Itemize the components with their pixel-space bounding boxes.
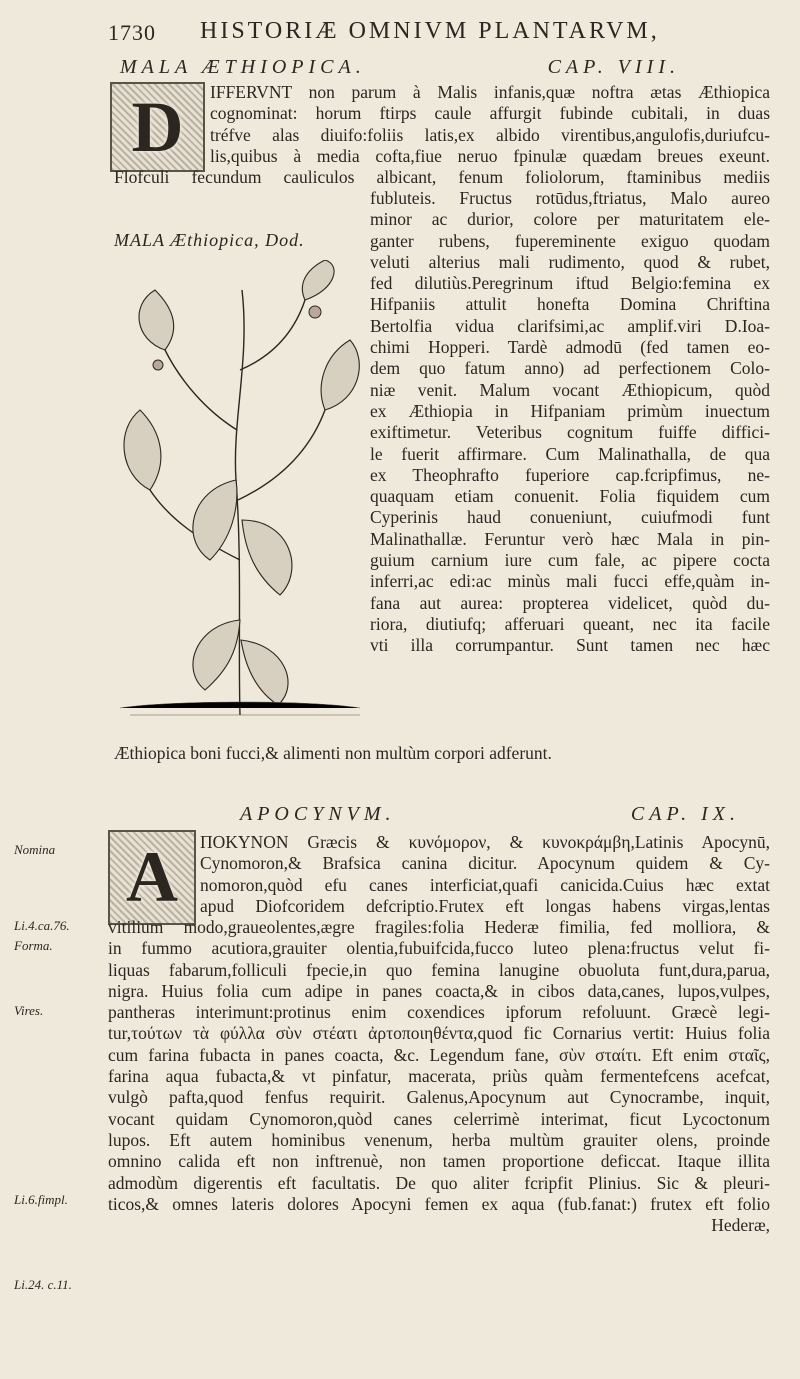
section-heading-mala-aethiopica <box>120 56 680 79</box>
text-line: farina aqua fubacta,& vt pinfatur, macerata, priùs quàm fermentefcens acefcat, <box>108 1066 770 1087</box>
paragraph-2-body <box>108 917 770 1236</box>
margin-note: Forma. <box>14 938 53 953</box>
text-line: nomoron,quòd efu canes interficiat,quafi canicida.Cuius hæc extat <box>200 874 770 895</box>
text-line: Hederæ, <box>711 1215 770 1236</box>
text-line: ticos,& omnes lateris dolores Apocyni femen ex aqua (fub.fanat:) frutex eft folio <box>108 1193 770 1214</box>
chapter-number: CAP. VIII. <box>547 56 680 78</box>
text-line: exiftimetur. Veteribus cognitum fuiffe diffici- <box>370 422 770 443</box>
section-title: MALA ÆTHIOPICA. <box>120 56 366 78</box>
text-line: lis,quibus à media cofta,fiue neruo fpinulæ quædam breues exeunt. <box>210 145 770 166</box>
text-line: quaquam etiam conuenit. Folia fiquidem cum <box>370 486 770 507</box>
text-line: Æthiopica boni fucci,& alimenti non multùm corpori adferunt. <box>114 743 552 763</box>
margin-note: Li.24. c.11. <box>14 1277 72 1292</box>
text-line: tréfve alas diuifo:foliis latis,ex albido virentibus,angulofis,duriufcu- <box>210 124 770 145</box>
page-number: 1730 <box>108 20 156 45</box>
text-line: Flofculi fecundum cauliculos albicant, fenum foliolorum, ftaminibus mediis <box>114 167 770 187</box>
text-line: Bertolfia vidua clarifsimi,ac amplif.viri D.Ioa- <box>370 315 770 336</box>
decorated-initial: A <box>108 830 196 925</box>
text-line: inferri,ac edi:ac minùs mali fucci effe,quàm in- <box>370 571 770 592</box>
text-line: in fummo acutiora,grauiter olentia,fubuifcida,fucco luteo plena:fructus velut fi- <box>108 938 770 959</box>
margin-note: Vires. <box>14 1003 44 1018</box>
paragraph-2-top <box>200 832 770 917</box>
text-line: liquas fabarum,folliculi fpecie,in quo femina lanugine obuoluta funt,dura,parua, <box>108 959 770 980</box>
margin-note: Li.4.ca.76. <box>14 918 70 933</box>
text-line: apud Diofcoridem defcriptio.Frutex eft longas habens virgas,lentas <box>200 895 770 916</box>
chapter-number: CAP. IX. <box>630 803 740 825</box>
text-line: vti illa corrumpantur. Sunt tamen nec hæc <box>370 635 770 656</box>
figure-caption: MALA Æthiopica, Dod. <box>114 230 305 250</box>
text-line: omnino calida eft non inftrenuè, non tamen proportione deficcat. Itaque illita <box>108 1151 770 1172</box>
section-title: APOCYNVM. <box>240 803 396 825</box>
text-line: ganter rubens, fupereminente exiguo quodam <box>370 230 770 251</box>
text-line: IFFERVNT non parum à Malis infanis,quæ noftra ætas Æthiopica <box>210 82 770 102</box>
text-line: riora, diutiufq; afferuari queant, nec ita facile <box>370 613 770 634</box>
text-line: vocant quidam Cynomoron,quòd canes celerrimè interimat, ficut Lycoctonum <box>108 1108 770 1129</box>
text-line: nigra. Huius folia cum adipe in panes coacta,& in cibos data,canes, lupos,vulpes, <box>108 980 770 1001</box>
text-line: chimi Hopperi. Tardè admodū (fed tamen eo- <box>370 337 770 358</box>
text-line: vitilium modo,graueolentes,ægre fragiles:folia Hederæ fimilia, fed molliora, & <box>108 917 770 937</box>
text-line: admodùm digerentis eft facultatis. De quo aliter fcripfit Plinius. Sic & pleuri- <box>108 1172 770 1193</box>
text-line: ex Æthiopia in Hifpaniam primùm inuectum <box>370 400 770 421</box>
text-line: fubluteis. Fructus rotūdus,ftriatus, Malo aureo <box>370 188 770 208</box>
paragraph-1-column <box>370 188 770 657</box>
text-line: le fuerit affirmare. Cum Malinathalla, de qua <box>370 443 770 464</box>
margin-note: Nomina <box>14 842 56 857</box>
decorated-initial: D <box>110 82 205 172</box>
text-line: Cynomoron,& Brafsica canina dicitur. Apocynum quidem & Cy- <box>200 853 770 874</box>
text-line: ex Theophrafto fuperiore cap.fcripfimus, ne- <box>370 464 770 485</box>
text-line: fed dilutiùs.Peregrinum iftud Belgio:femina ex <box>370 273 770 294</box>
text-line: fana aut aurea: propterea videlicet, quòd du- <box>370 592 770 613</box>
text-line: veluti alterius mali rudimento, quod & rubet, <box>370 251 770 272</box>
text-line: niæ venit. Malum vocant Æthiopicum, quòd <box>370 379 770 400</box>
text-line: Cyperinis haud conueniunt, cuiufmodi funt <box>370 507 770 528</box>
paragraph-1-end <box>114 743 770 764</box>
text-line: minor ac durior, colore per maturitatem ele- <box>370 209 770 230</box>
section-heading-apocynum <box>240 803 740 826</box>
paragraph-1-full <box>114 167 770 188</box>
text-line: Malinathallæ. Feruntur verò hæc Mala in pin- <box>370 528 770 549</box>
text-line: dem quo fatum anno) ad perfectionem Colo- <box>370 358 770 379</box>
margin-note: Li.6.fimpl. <box>14 1192 68 1207</box>
running-head: HISTORIÆ OMNIVM PLANTARVM, <box>200 18 660 44</box>
text-line: cognominat: horum ftirps caule affurgit fubinde cubitali, in duas <box>210 103 770 124</box>
plant-illustration <box>110 260 370 720</box>
text-line: ΠΟΚΥΝΟΝ Græcis & κυνόμορον, & κυνοκράμβη,Latinis Apocynū, <box>200 832 770 852</box>
text-line: vulgò pafta,quod fenfus requirit. Galenus,Apocynum aut Cynocrambe, inquit, <box>108 1087 770 1108</box>
text-line: lupos. Eft autem hominibus venenum, herba multùm grauiter olens, proinde <box>108 1129 770 1150</box>
text-line: tur,τούτων τὰ φύλλα σὺν στέατι ἀρτοποιηθέντα,quod fic Cornarius vertit: Huius folia <box>108 1023 770 1044</box>
paragraph-1-top <box>210 82 770 167</box>
text-line: Hifpaniis attulit honefta Domina Chriftina <box>370 294 770 315</box>
text-line: guium carnium iure cum fale, ac pipere cocta <box>370 550 770 571</box>
page-header <box>108 20 788 60</box>
text-line: cum farina fubacta in panes coacta, &c. Legendum fane, σὺν σταίτι. Eft enim σταῖς, <box>108 1044 770 1065</box>
text-line: pantheras interimunt:protinus enim coxendices ipforum refoluunt. Græcè legi- <box>108 1002 770 1023</box>
